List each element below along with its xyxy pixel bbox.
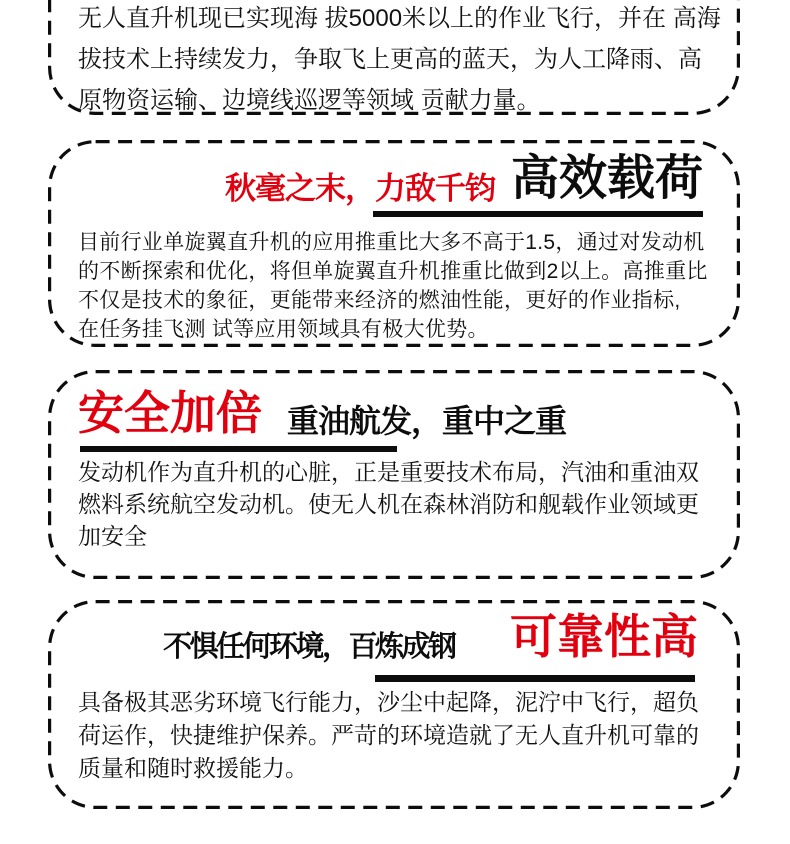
reliability-paragraph (78, 686, 699, 785)
text-line: 具备极其恶劣环境飞行能力，沙尘中起降，泥泞中飞行，超负 (78, 689, 699, 715)
title-underline (375, 675, 695, 682)
text-line: 发动机作为直升机的心脏，正是重要技术布局，汽油和重油双 (78, 459, 699, 485)
safety-title: 安全加倍 (78, 387, 262, 439)
text-line: 无人直升机现已实现海 拔5000米以上的作业飞行，并在 高海 (78, 5, 721, 32)
reliability-title: 可靠性高 (510, 610, 698, 663)
text-line: 不仅是技术的象征，更能带来经济的燃油性能，更好的作业指标, (78, 289, 681, 312)
text-line: 原物资运输、边境线巡逻等领域 贡献力量。 (78, 87, 541, 114)
intro-paragraph (78, 0, 721, 121)
text-line: 的不断探索和优化，将但单旋翼直升机推重比做到2以上。高推重比 (78, 260, 708, 283)
text-line: 加安全 (78, 523, 147, 549)
intro-card (48, 0, 740, 115)
payload-tagline: 秋毫之末，力敌千钧 (225, 171, 495, 206)
text-line: 拔技术上持续发力，争取飞上更高的蓝天，为人工降雨、高 (78, 46, 702, 73)
reliability-card (48, 600, 740, 809)
payload-card (48, 140, 740, 347)
text-line: 在任务挂飞测 试等应用领域具有极大优势。 (78, 318, 489, 341)
text-line: 荷运作，快捷维护保养。严苛的环境造就了无人直升机可靠的 (78, 722, 699, 748)
title-underline (80, 446, 397, 452)
safety-tagline: 重油航发，重中之重 (287, 403, 567, 439)
title-underline (373, 211, 703, 217)
text-line: 质量和随时救援能力。 (78, 755, 308, 781)
safety-card (48, 370, 740, 579)
reliability-tagline: 不惧任何环境，百炼成钢 (163, 631, 455, 663)
text-line: 燃料系统航空发动机。使无人机在森林消防和舰载作业领域更 (78, 491, 699, 517)
safety-paragraph (78, 456, 699, 552)
payload-title: 高效载荷 (511, 152, 704, 205)
text-line: 目前行业单旋翼直升机的应用推重比大多不高于1.5，通过对发动机 (78, 231, 705, 254)
payload-paragraph (78, 228, 708, 344)
